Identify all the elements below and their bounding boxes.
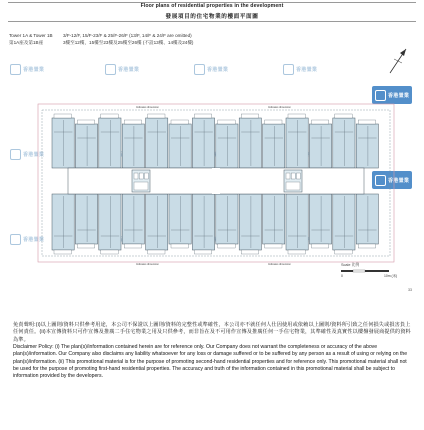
lift-shaft xyxy=(291,173,295,179)
flat-unit xyxy=(146,118,168,168)
floors-en: 3/F-12/F, 15/F-23/F & 25/F-26/F (13/F, 14/F & 24/F are omitted) xyxy=(63,33,192,38)
flat-unit xyxy=(146,194,168,250)
flat-unit xyxy=(99,118,121,168)
page-title-zh: 發展項目的住宅物業的樓面平面圖 xyxy=(165,14,259,20)
balcony xyxy=(77,120,94,124)
balcony xyxy=(101,250,118,254)
balcony xyxy=(241,114,258,118)
watermark-logo-badge: 香港置業 xyxy=(372,86,412,104)
flat-unit xyxy=(356,124,378,168)
balcony xyxy=(148,114,165,118)
flat-unit xyxy=(52,194,74,250)
flat-unit xyxy=(122,124,144,168)
lift-shaft xyxy=(286,173,290,179)
balcony xyxy=(54,114,71,118)
flat-unit xyxy=(309,194,331,244)
lift-shaft xyxy=(296,173,300,179)
flat-unit xyxy=(169,124,191,168)
balcony xyxy=(241,250,258,254)
tower-gap xyxy=(212,168,220,194)
page-number: 33 xyxy=(408,288,412,292)
scale-label: Scale 比例 xyxy=(341,263,360,267)
balcony xyxy=(358,244,375,248)
balcony xyxy=(265,244,282,248)
floor-plan-drawing xyxy=(36,98,396,268)
flat-unit xyxy=(169,194,191,244)
tower-name-en: Tower 1A & Tower 1B xyxy=(9,33,53,38)
balcony xyxy=(218,244,235,248)
balcony xyxy=(218,120,235,124)
flat-unit xyxy=(192,194,214,250)
flat-unit xyxy=(239,194,261,250)
balcony xyxy=(335,250,352,254)
watermark-logo: 香港置業 xyxy=(194,58,234,80)
flat-unit xyxy=(356,194,378,244)
disclaimer xyxy=(13,322,411,381)
balcony xyxy=(288,114,305,118)
balcony xyxy=(358,120,375,124)
staircase xyxy=(134,182,148,190)
flat-unit xyxy=(122,194,144,244)
floors-zh: 3樓至12樓，15樓至23樓及25樓至26樓 (不設13樓、14樓及24樓) xyxy=(63,39,194,45)
floors-label xyxy=(63,33,193,47)
flat-unit xyxy=(286,194,308,250)
tower-name-zh: 第1A座及第1B座 xyxy=(9,39,44,45)
flat-unit xyxy=(75,124,97,168)
tower-label xyxy=(9,33,53,47)
flat-unit xyxy=(216,194,238,244)
balcony xyxy=(288,250,305,254)
flat-unit xyxy=(99,194,121,250)
lift-shaft xyxy=(144,173,148,179)
balcony xyxy=(171,244,188,248)
balcony xyxy=(194,250,211,254)
flat-unit xyxy=(333,194,355,250)
lift-shaft xyxy=(139,173,143,179)
balcony xyxy=(194,114,211,118)
watermark-logo: 香港置業 xyxy=(105,58,145,80)
balcony xyxy=(335,114,352,118)
watermark-logo: 香港置業 xyxy=(10,228,50,250)
dimension-note: Indicates dimension xyxy=(268,106,291,109)
scale-end: 10m (米) xyxy=(384,274,398,278)
north-arrow-icon xyxy=(386,45,410,77)
watermark-logo: 香港置業 xyxy=(10,58,50,80)
dimension-note: Indicates dimension xyxy=(268,263,291,266)
balcony xyxy=(171,120,188,124)
flat-unit xyxy=(263,124,285,168)
balcony xyxy=(124,244,141,248)
balcony xyxy=(101,114,118,118)
flat-unit xyxy=(216,124,238,168)
flat-unit xyxy=(333,118,355,168)
watermark-logo-badge: 香港置業 xyxy=(372,171,412,189)
staircase xyxy=(286,182,300,190)
balcony xyxy=(148,250,165,254)
lift-shaft xyxy=(134,173,138,179)
balcony xyxy=(124,120,141,124)
balcony xyxy=(265,120,282,124)
flat-unit xyxy=(239,118,261,168)
scale-zero: 0 xyxy=(341,274,343,278)
disclaimer-en: Disclaimer Policy: (i) The plan(s)/information contained herein are for reference only. Our Company does not warrant the completeness or accuracy of the above plan(s)/information. Our Company also disclaims any liability whatsoever for any loss or damage suffered or to be suffered by any person as a result of using or relying on the plan(s)/information. (ii) This promotional material is for the purpose of promoting second-hand residential properties and for reference only. This promotional material shall not be used for the purpose of promoting first-hand residential properties. The accuracy and truth of the information contained in this promotional material shall be subject to information provided by the developers. xyxy=(13,344,408,380)
watermark-logo: 香港置業 xyxy=(10,143,50,165)
flat-unit xyxy=(192,118,214,168)
balcony xyxy=(311,120,328,124)
flat-unit xyxy=(286,118,308,168)
disclaimer-zh: 免責聲明:(i)以上圖則/資料只供參考用途，本公司不保證以上圖則/資料的完整性或準確性，本公司亦不就任何人仕因使用或依賴以上圖則/資料所引致之任何損失或損害負上任何責任。(ii)本宣傳資料只可作宣傳及推廣二手住宅物業之用及只供參考，而非旨在及不可用作宣傳及推廣任何一手住宅物業，其準確性及真實性以樓盤發展商提供的資料為準。 xyxy=(13,322,411,343)
flat-unit xyxy=(75,194,97,244)
header-bottom-rule xyxy=(8,21,416,22)
balcony xyxy=(54,250,71,254)
balcony xyxy=(311,244,328,248)
page-title-en: Floor plans of residential properties in the development xyxy=(140,3,284,9)
dimension-note: Indicates dimension xyxy=(136,263,159,266)
flat-unit xyxy=(263,194,285,244)
balcony xyxy=(77,244,94,248)
watermark-logo: 香港置業 xyxy=(283,58,323,80)
flat-unit xyxy=(309,124,331,168)
scale-bar xyxy=(340,269,406,279)
flat-unit xyxy=(52,118,74,168)
dimension-note: Indicates dimension xyxy=(136,106,159,109)
